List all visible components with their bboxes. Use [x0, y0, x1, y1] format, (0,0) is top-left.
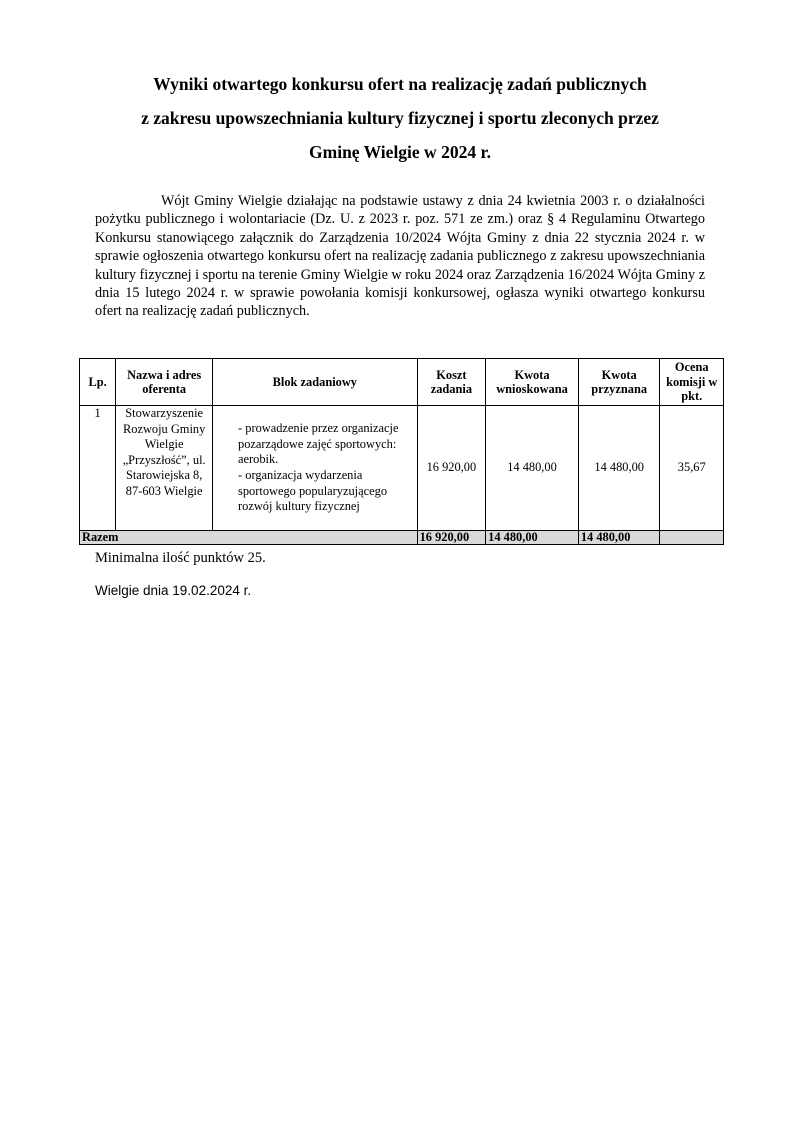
total-granted: 14 480,00: [578, 531, 660, 545]
cell-name: Stowarzyszenie Rozwoju Gminy Wielgie „Przyszłość”, ul. Starowiejska 8, 87-603 Wielgie: [116, 406, 213, 531]
header-cost: Koszt zadania: [417, 359, 486, 406]
header-score: Ocena komisji w pkt.: [660, 359, 724, 406]
header-task: Blok zadaniowy: [213, 359, 418, 406]
total-row: [80, 531, 724, 545]
cell-lp: 1: [80, 406, 116, 531]
header-name: Nazwa i adres oferenta: [116, 359, 213, 406]
intro-paragraph: Wójt Gminy Wielgie działając na podstawie ustawy z dnia 24 kwietnia 2003 r. o działalności pożytku publicznego i wolontariacie (Dz. U. z 2023 r. poz. 571 ze zm.) oraz § 4 Regulaminu Otwartego Konkursu stanowiącego załącznik do Zarządzenia 10/2024 Wójta Gminy z dnia 22 stycznia 2024 r. w sprawie ogłoszenia otwartego konkursu ofert na realizację zadania publicznego z zakresu upowszechniania kultury fizycznej i sportu na terenie Gminy Wielgie w roku 2024 oraz Zarządzenia 16/2024 Wójta Gminy z dnia 15 lutego 2024 r. w sprawie powołania komisji konkursowej, ogłasza wyniki otwartego konkursu ofert na realizację zadań publicznych.: [95, 193, 705, 320]
document-title-line-2: z zakresu upowszechniania kultury fizycznej i sportu zleconych przez: [141, 108, 659, 128]
cell-score: 35,67: [660, 406, 724, 531]
results-table: [79, 358, 724, 545]
header-requested: Kwota wnioskowana: [486, 359, 579, 406]
cell-cost: 16 920,00: [417, 406, 486, 531]
header-granted: Kwota przyznana: [578, 359, 660, 406]
table-row: [80, 406, 724, 531]
total-cost: 16 920,00: [417, 531, 486, 545]
table-header-row: [80, 359, 724, 406]
cell-task: - prowadzenie przez organizacje pozarządowe zajęć sportowych: aerobik. - organizacja wydarzenia sportowego popularyzującego rozwój kultury fizycznej: [213, 406, 418, 531]
total-label: Razem: [80, 531, 418, 545]
place-and-date: Wielgie dnia 19.02.2024 r.: [95, 583, 252, 598]
document-title-line-1: Wyniki otwartego konkursu ofert na realizację zadań publicznych: [153, 74, 647, 94]
document-title-line-3: Gminę Wielgie w 2024 r.: [309, 142, 491, 162]
cell-granted: 14 480,00: [578, 406, 660, 531]
minimum-points-note: Minimalna ilość punktów 25.: [95, 550, 266, 566]
header-lp: Lp.: [80, 359, 116, 406]
total-score-empty: [660, 531, 724, 545]
total-requested: 14 480,00: [486, 531, 579, 545]
cell-requested: 14 480,00: [486, 406, 579, 531]
